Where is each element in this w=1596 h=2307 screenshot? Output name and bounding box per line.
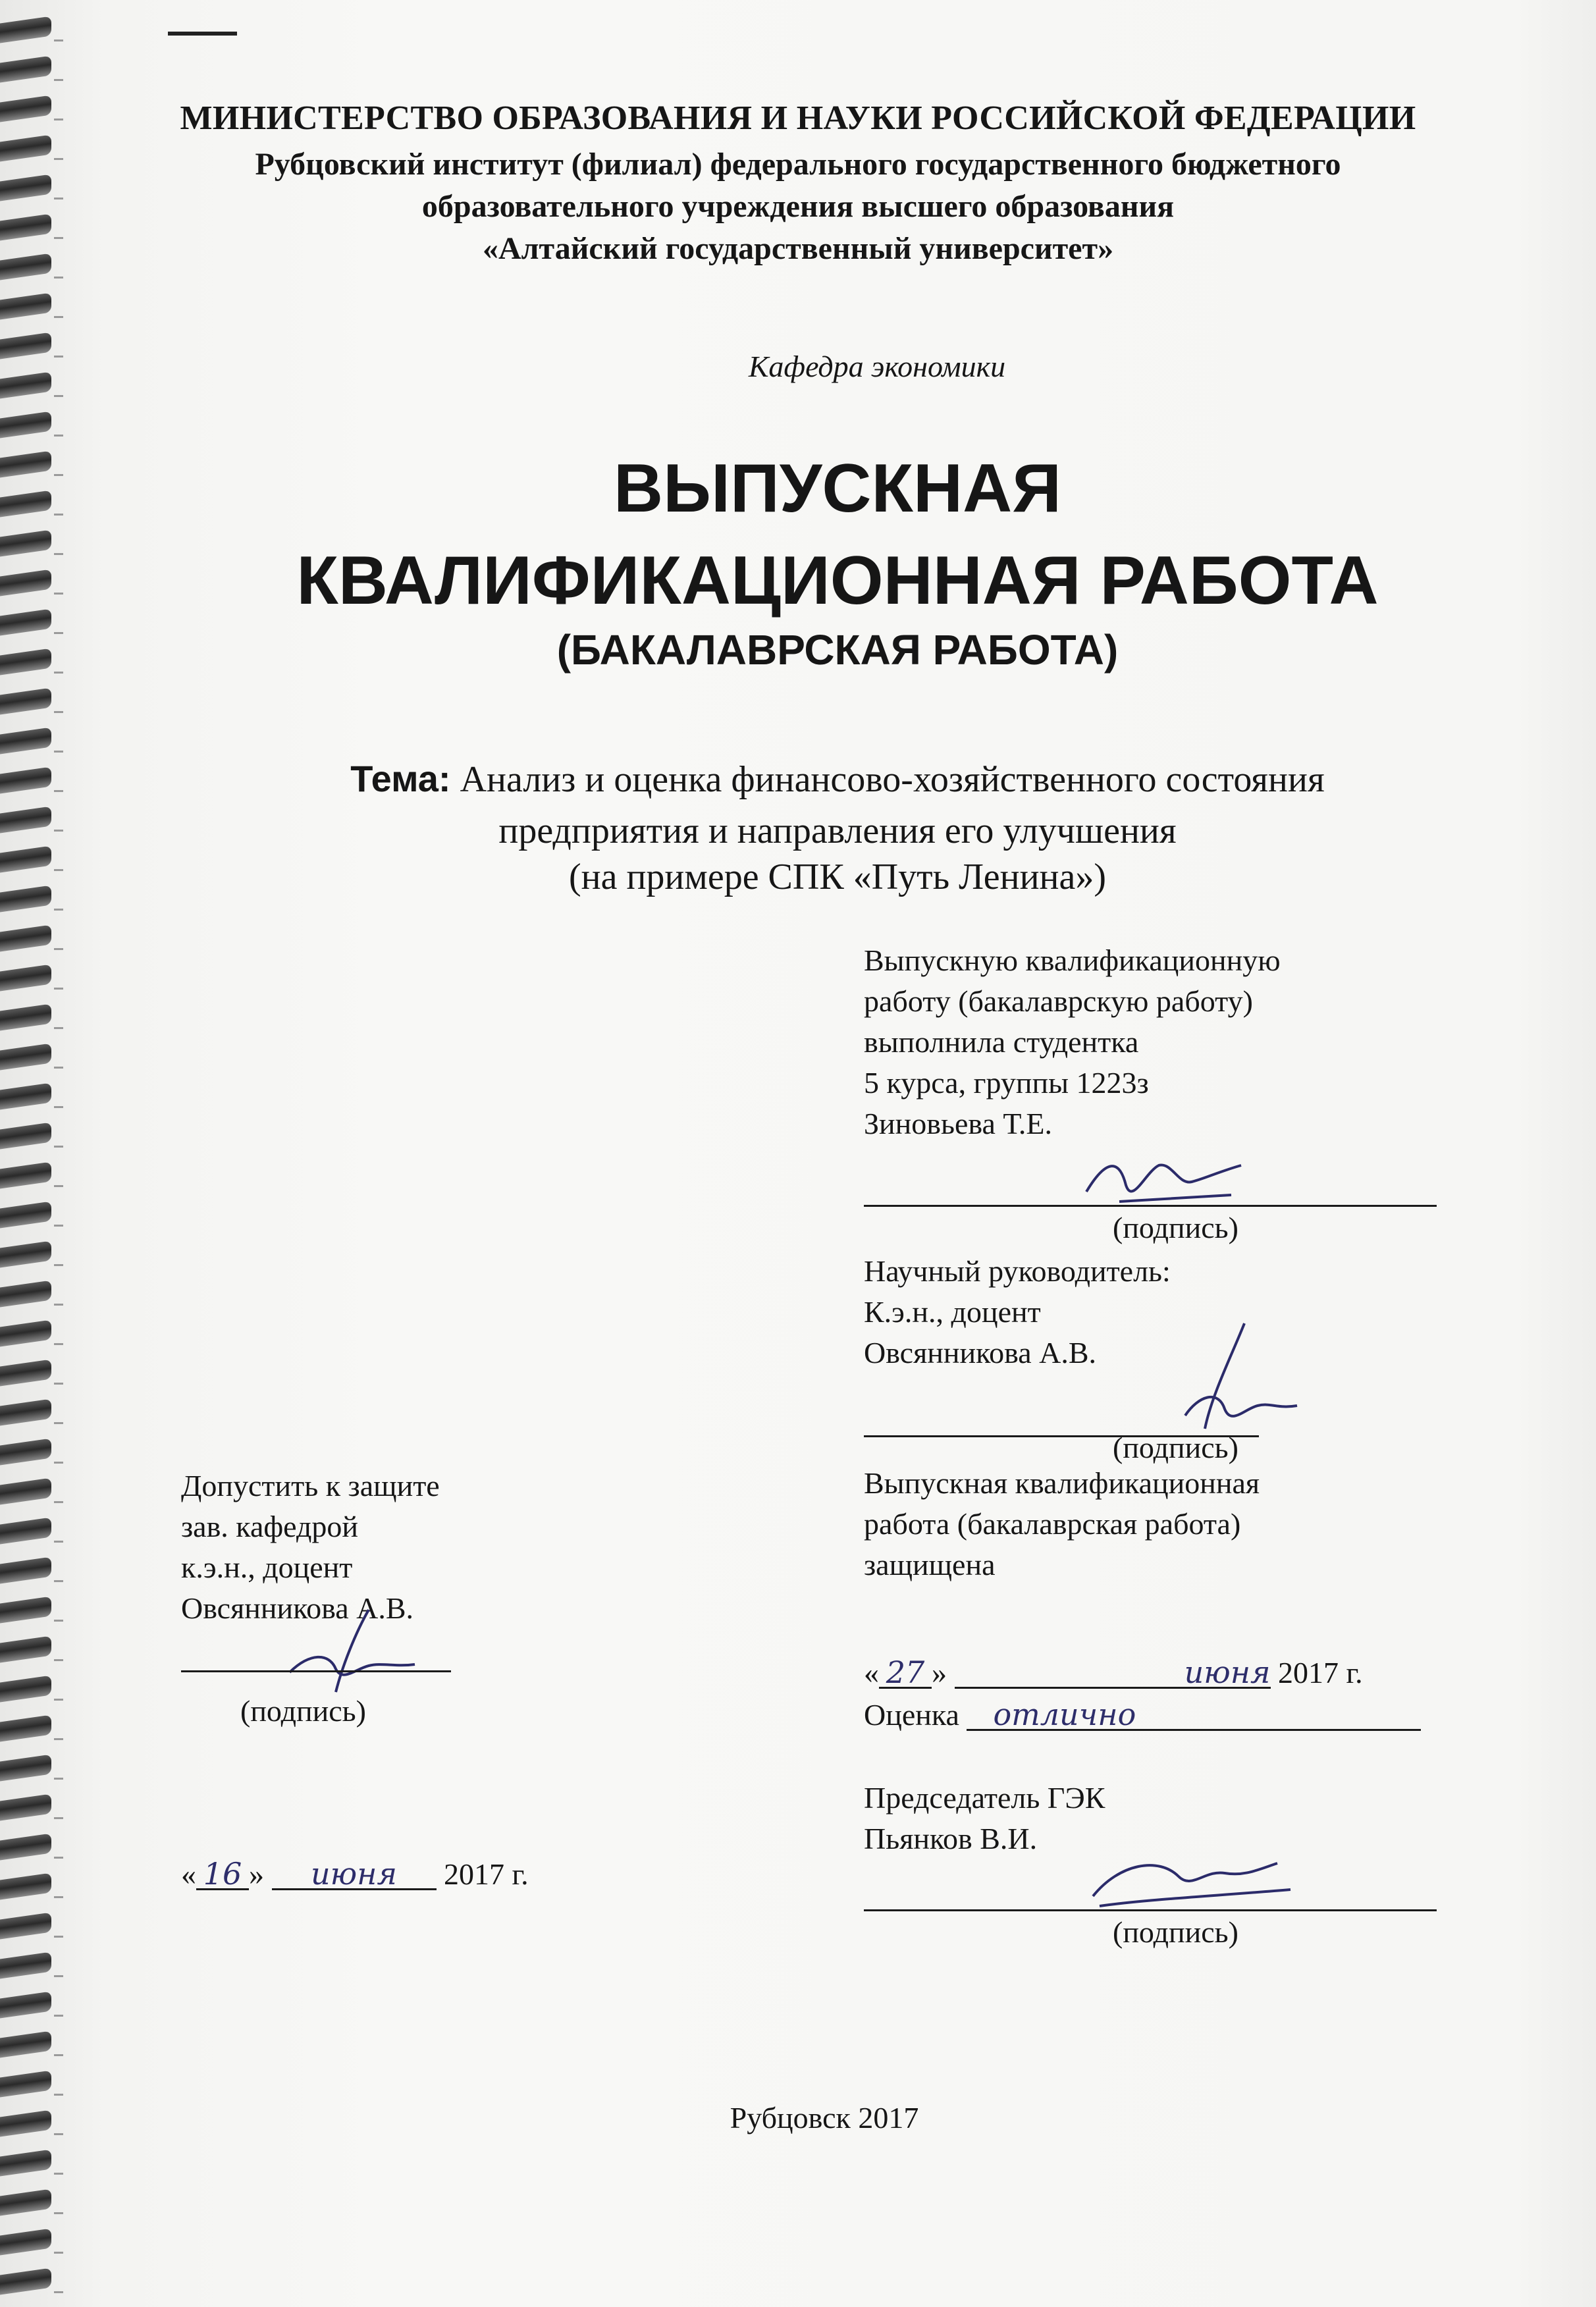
binding-hole bbox=[0, 1676, 51, 1703]
binding-hole bbox=[0, 2268, 51, 2295]
admit-line-4: Овсянникова А.В. bbox=[181, 1591, 414, 1625]
binding-mark bbox=[54, 1857, 63, 1859]
admit-line-2: зав. кафедрой bbox=[181, 1510, 359, 1543]
defense-date-day: 27 bbox=[879, 1658, 932, 1689]
binding-hole bbox=[0, 1952, 51, 1979]
binding-hole bbox=[0, 1913, 51, 1940]
chair-signature-line bbox=[864, 1909, 1437, 1911]
admit-date-open: « bbox=[181, 1857, 196, 1891]
binding-mark bbox=[54, 1738, 63, 1740]
binding-hole bbox=[0, 1044, 51, 1071]
binding-mark bbox=[54, 988, 63, 990]
binding-mark bbox=[54, 1146, 63, 1148]
binding-mark bbox=[54, 1659, 63, 1661]
title-line-2: КВАЛИФИКАЦИОННАЯ РАБОТА bbox=[296, 543, 1379, 619]
supervisor-degree: К.э.н., доцент bbox=[864, 1295, 1041, 1329]
binding-mark bbox=[54, 2252, 63, 2254]
footer-city-year: Рубцовск 2017 bbox=[730, 2101, 919, 2135]
institute-line-2: образовательного учреждения высшего образования bbox=[421, 189, 1175, 224]
admit-date-close: » bbox=[249, 1857, 264, 1891]
admit-signature bbox=[270, 1606, 428, 1699]
binding-mark bbox=[54, 1067, 63, 1069]
defense-grade bbox=[864, 1695, 1421, 1736]
binding-hole bbox=[0, 2229, 51, 2256]
binding-hole bbox=[0, 1715, 51, 1742]
binding-hole bbox=[0, 293, 51, 320]
binding-mark bbox=[54, 1225, 63, 1227]
topic-line-1 bbox=[40, 757, 1596, 801]
defense-date bbox=[864, 1653, 1363, 1693]
supervisor-heading: Научный руководитель: bbox=[864, 1254, 1171, 1288]
binding-hole bbox=[0, 1004, 51, 1031]
chair-block bbox=[864, 1778, 1105, 1859]
defense-date-month: июня bbox=[955, 1658, 1271, 1689]
binding-hole bbox=[0, 1992, 51, 2019]
topic-line-3: (на примере СПК «Путь Ленина») bbox=[568, 857, 1107, 897]
binding-hole bbox=[0, 1597, 51, 1624]
binding-mark bbox=[54, 1462, 63, 1464]
author-block bbox=[864, 940, 1281, 1144]
binding-hole bbox=[0, 925, 51, 952]
binding-mark bbox=[54, 40, 63, 41]
binding-hole bbox=[0, 56, 51, 83]
binding-mark bbox=[54, 1778, 63, 1780]
binding-mark bbox=[54, 1936, 63, 1938]
chair-line-2: Пьянков В.И. bbox=[864, 1822, 1038, 1855]
binding-hole bbox=[0, 1320, 51, 1347]
supervisor-block bbox=[864, 1251, 1171, 1373]
topic-line-2: предприятия и направления его улучшения bbox=[498, 810, 1177, 851]
binding-mark bbox=[54, 1304, 63, 1306]
defense-line-2: работа (бакалаврская работа) bbox=[864, 1507, 1241, 1541]
defense-grade-value: отлично bbox=[967, 1700, 1421, 1731]
defense-date-open: « bbox=[864, 1656, 879, 1689]
title-line-1: ВЫПУСКНАЯ bbox=[614, 450, 1061, 527]
binding-hole bbox=[0, 1873, 51, 1900]
binding-mark bbox=[54, 751, 63, 753]
topic-label: Тема: bbox=[350, 758, 451, 799]
binding-mark bbox=[54, 395, 63, 397]
admit-date-month: июня bbox=[272, 1859, 437, 1890]
binding-hole bbox=[0, 1083, 51, 1110]
binding-mark bbox=[54, 1343, 63, 1345]
binding-hole bbox=[0, 1755, 51, 1782]
university-name: «Алтайский государственный университет» bbox=[482, 231, 1114, 266]
binding-hole bbox=[0, 1399, 51, 1426]
binding-mark bbox=[54, 1817, 63, 1819]
admit-date bbox=[181, 1854, 529, 1895]
binding-mark bbox=[54, 2173, 63, 2175]
supervisor-name: Овсянникова А.В. bbox=[864, 1336, 1097, 1369]
binding-mark bbox=[54, 435, 63, 437]
binding-hole bbox=[0, 1162, 51, 1189]
binding-mark bbox=[54, 1580, 63, 1582]
author-signature-caption: (подпись) bbox=[1113, 1211, 1238, 1244]
binding-mark bbox=[54, 1185, 63, 1187]
top-mark bbox=[168, 32, 237, 36]
binding-mark bbox=[54, 1896, 63, 1898]
binding-mark bbox=[54, 1027, 63, 1029]
admit-signature-caption: (подпись) bbox=[240, 1694, 366, 1728]
institute-line-1: Рубцовский институт (филиал) федерального государственного бюджетного bbox=[255, 147, 1341, 182]
binding-hole bbox=[0, 2150, 51, 2177]
binding-mark bbox=[54, 1541, 63, 1543]
binding-hole bbox=[0, 1518, 51, 1545]
binding-mark bbox=[54, 2015, 63, 2017]
department-name: Кафедра экономики bbox=[748, 350, 1006, 383]
binding-hole bbox=[0, 1794, 51, 1821]
binding-hole bbox=[0, 1636, 51, 1663]
binding-mark bbox=[54, 909, 63, 911]
binding-mark bbox=[54, 1422, 63, 1424]
binding-hole bbox=[0, 2031, 51, 2058]
author-signature-line bbox=[864, 1205, 1437, 1207]
binding-mark bbox=[54, 316, 63, 318]
topic-text-1: Анализ и оценка финансово-хозяйственного состояния bbox=[460, 759, 1325, 800]
author-line-5: Зиновьева Т.Е. bbox=[864, 1107, 1053, 1140]
binding-hole bbox=[0, 16, 51, 43]
binding-mark bbox=[54, 2054, 63, 2056]
binding-hole bbox=[0, 688, 51, 715]
binding-hole bbox=[0, 1360, 51, 1387]
binding-hole bbox=[0, 1281, 51, 1308]
binding-mark bbox=[54, 948, 63, 950]
ministry-heading: МИНИСТЕРСТВО ОБРАЗОВАНИЯ И НАУКИ РОССИЙСКОЙ ФЕДЕРАЦИИ bbox=[180, 99, 1416, 137]
defense-date-close: » bbox=[932, 1656, 947, 1689]
binding-mark bbox=[54, 2291, 63, 2293]
author-line-4: 5 курса, группы 1223з bbox=[864, 1066, 1149, 1100]
binding-mark bbox=[54, 1620, 63, 1622]
admit-date-day: 16 bbox=[196, 1859, 249, 1890]
spiral-binding bbox=[0, 0, 79, 2307]
binding-mark bbox=[54, 2212, 63, 2214]
binding-hole bbox=[0, 1123, 51, 1150]
binding-hole bbox=[0, 1241, 51, 1268]
admit-line-1: Допустить к защите bbox=[181, 1469, 440, 1502]
binding-mark bbox=[54, 356, 63, 358]
binding-mark bbox=[54, 711, 63, 713]
defense-grade-label: Оценка bbox=[864, 1698, 959, 1732]
binding-mark bbox=[54, 1501, 63, 1503]
binding-hole bbox=[0, 1557, 51, 1584]
chair-signature-caption: (подпись) bbox=[1113, 1915, 1238, 1949]
admit-signature-line bbox=[181, 1670, 451, 1672]
author-line-2: работу (бакалаврскую работу) bbox=[864, 984, 1253, 1018]
supervisor-signature-caption: (подпись) bbox=[1113, 1431, 1238, 1464]
binding-mark bbox=[54, 1975, 63, 1977]
binding-hole bbox=[0, 2071, 51, 2098]
author-line-1: Выпускную квалификационную bbox=[864, 943, 1281, 977]
defense-line-3: защищена bbox=[864, 1548, 996, 1581]
defense-date-year: 2017 г. bbox=[1278, 1656, 1363, 1689]
binding-hole bbox=[0, 965, 51, 992]
binding-hole bbox=[0, 332, 51, 359]
binding-mark bbox=[54, 1264, 63, 1266]
binding-hole bbox=[0, 1834, 51, 1861]
binding-mark bbox=[54, 1699, 63, 1701]
binding-hole bbox=[0, 728, 51, 755]
binding-mark bbox=[54, 2094, 63, 2096]
binding-hole bbox=[0, 2189, 51, 2216]
title-line-3: (БАКАЛАВРСКАЯ РАБОТА) bbox=[556, 626, 1119, 674]
admit-block bbox=[181, 1466, 440, 1629]
binding-hole bbox=[0, 372, 51, 399]
admit-date-year: 2017 г. bbox=[444, 1857, 529, 1891]
binding-hole bbox=[0, 1439, 51, 1466]
binding-mark bbox=[54, 1383, 63, 1385]
defense-block bbox=[864, 1463, 1260, 1585]
binding-mark bbox=[54, 79, 63, 81]
defense-line-1: Выпускная квалификационная bbox=[864, 1466, 1260, 1500]
binding-hole bbox=[0, 411, 51, 438]
binding-mark bbox=[54, 1106, 63, 1108]
admit-line-3: к.э.н., доцент bbox=[181, 1551, 353, 1584]
binding-mark bbox=[54, 277, 63, 278]
chair-line-1: Председатель ГЭК bbox=[864, 1781, 1105, 1815]
author-line-3: выполнила студентка bbox=[864, 1025, 1139, 1059]
binding-hole bbox=[0, 1202, 51, 1229]
chair-signature bbox=[1080, 1850, 1304, 1916]
binding-hole bbox=[0, 1478, 51, 1505]
